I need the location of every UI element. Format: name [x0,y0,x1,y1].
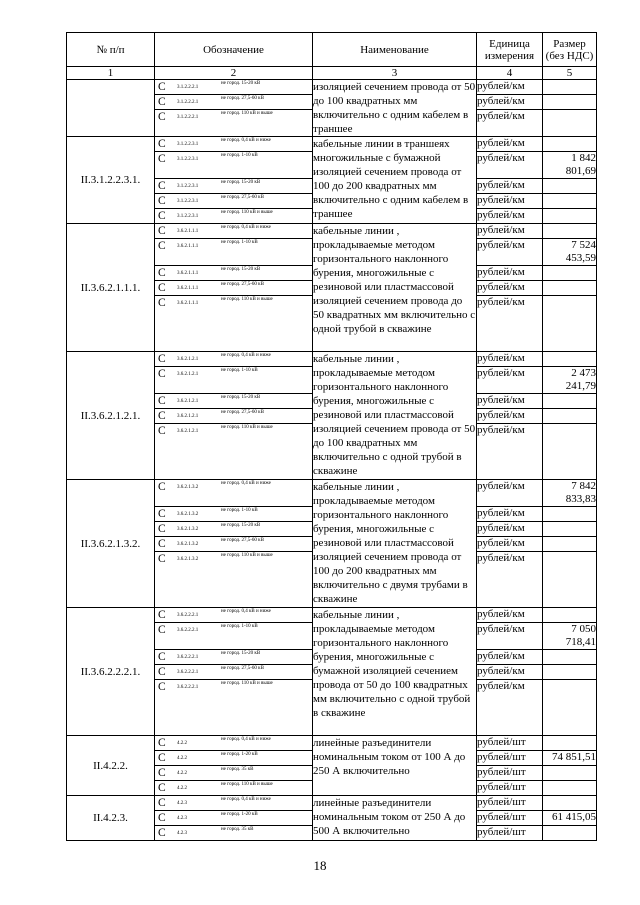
designation-subscript: 4.2.2 [177,786,187,791]
value-cell: 7 524 453,59 [543,239,597,266]
value-cell [543,194,597,209]
designation-cell [155,194,313,209]
designation-cell [155,394,313,409]
value-cell [543,80,597,95]
designation-subscript: 3.1.2.2.3.1 [177,142,199,147]
designation-letter: С [158,225,166,237]
header-size: Размер (без НДС) [543,33,597,67]
designation-subscript: 4.2.2 [177,756,187,761]
unit-cell: рублей/км [477,179,543,194]
designation-cell [155,80,313,95]
designation-condition: не город. 110 кВ и выше [221,210,273,215]
designation-subscript: 4.2.3 [177,801,187,806]
designation-cell [155,239,313,266]
designation-letter: С [158,267,166,279]
table-row [67,80,597,95]
unit-cell: рублей/км [477,152,543,179]
designation-condition: не город. 0,4 кВ и ниже [221,353,271,358]
value-cell [543,507,597,522]
designation-condition: не город. 15-20 кВ [221,180,261,185]
designation-condition: не город. 0,4 кВ и ниже [221,138,271,143]
designation-letter: С [158,609,166,621]
unit-cell: рублей/км [477,194,543,209]
unit-cell: рублей/км [477,608,543,623]
item-name: изоляцией сечением провода от 50 до 100 квадратных мм включительно с одним кабелем в траншее [313,81,476,135]
designation-subscript: 3.6.2.1.3.2 [177,527,199,532]
designation-subscript: 3.1.2.2.2.1 [177,100,199,105]
designation-letter: С [158,624,166,636]
designation-condition: не город. 1-10 кВ [221,508,258,513]
value-cell [543,179,597,194]
designation-cell [155,424,313,480]
value-cell: 2 473 241,79 [543,367,597,394]
table-row [67,608,597,623]
designation-condition: не город. 0,4 кВ и ниже [221,737,271,742]
designation-cell [155,623,313,650]
designation-condition: не город. 27,5-60 кВ [221,96,264,101]
designation-cell [155,736,313,751]
unit-cell: рублей/км [477,281,543,296]
designation-letter: С [158,195,166,207]
designation-cell [155,179,313,194]
designation-condition: не город. 0,4 кВ и ниже [221,481,271,486]
unit-cell: рублей/шт [477,736,543,751]
designation-subscript: 3.6.2.1.1.1 [177,271,199,276]
designation-condition: не город. 1-10 кВ [221,240,258,245]
designation-condition: не город. 110 кВ и выше [221,553,273,558]
designation-cell [155,811,313,826]
designation-subscript: 3.6.2.2.2.1 [177,628,199,633]
unit-cell: рублей/км [477,224,543,239]
value-cell: 61 415,05 [543,811,597,826]
unit-cell: рублей/шт [477,766,543,781]
item-name: кабельные линии , прокладываемые методом горизонтального наклонного бурения, многожильные с резиновой или пластмассовой изоляцией сечением провода от 100 до 200 квадратных мм включительно с двумя трубами в скважине [313,480,477,608]
designation-cell [155,608,313,623]
designation-condition: не город. 0,4 кВ и ниже [221,797,271,802]
unit-cell: рублей/км [477,95,543,110]
designation-condition: не город. 27,5-60 кВ [221,538,264,543]
designation-subscript: 3.6.2.1.3.2 [177,485,199,490]
designation-condition: не город. 27,5-60 кВ [221,666,264,671]
designation-cell [155,281,313,296]
designation-subscript: 4.2.2 [177,741,187,746]
unit-cell: рублей/км [477,367,543,394]
designation-cell [155,781,313,796]
designation-cell [155,507,313,522]
designation-condition: не город. 1-20 кВ [221,812,258,817]
item-name: линейные разъединители номинальным током от 100 А до 250 А включительно [313,736,477,796]
designation-condition: не город. 110 кВ и выше [221,425,273,430]
designation-subscript: 3.1.2.2.3.1 [177,199,199,204]
designation-cell [155,552,313,608]
unit-cell: рублей/км [477,480,543,507]
column-number: 3 [313,67,477,80]
designation-cell [155,826,313,841]
item-name: кабельные линии , прокладываемые методом горизонтального наклонного бурения, многожильные с бумажной изоляцией сечением провода от 50 до 100 квадратных мм включительно с одной трубой в скважине [313,608,477,736]
unit-cell: рублей/км [477,239,543,266]
table-row [67,224,597,239]
unit-cell: рублей/км [477,650,543,665]
unit-cell: рублей/км [477,110,543,137]
unit-cell: рублей/км [477,537,543,552]
designation-letter: С [158,138,166,150]
designation-letter: С [158,812,166,824]
designation-subscript: 3.6.2.1.3.2 [177,512,199,517]
designation-subscript: 3.6.2.1.2.1 [177,399,199,404]
item-name: кабельные линии в траншеях многожильные с бумажной изоляцией сечением провода от 100 до 200 квадратных мм включительно с одним кабелем в траншее [313,137,477,224]
designation-subscript: 3.6.2.1.3.2 [177,557,199,562]
designation-cell [155,409,313,424]
designation-letter: С [158,425,166,437]
designation-letter: С [158,81,166,93]
designation-condition: не город. 0,4 кВ и ниже [221,225,271,230]
item-code: II.4.2.2. [67,736,155,796]
value-cell [543,352,597,367]
designation-cell [155,522,313,537]
value-cell [543,409,597,424]
column-number: 4 [477,67,543,80]
designation-cell [155,537,313,552]
header-unit: Единица измерения [477,33,543,67]
designation-cell [155,266,313,281]
item-code [67,80,155,137]
value-cell [543,608,597,623]
column-number-row [67,67,597,80]
designation-cell [155,680,313,736]
designation-letter: С [158,180,166,192]
designation-condition: не город. 110 кВ и выше [221,681,273,686]
designation-letter: С [158,523,166,535]
designation-cell [155,209,313,224]
value-cell [543,522,597,537]
item-code: II.3.1.2.2.3.1. [67,137,155,224]
designation-letter: С [158,410,166,422]
tariff-table [66,32,597,841]
designation-condition: не город. 27,5-60 кВ [221,410,264,415]
designation-cell [155,152,313,179]
designation-letter: С [158,210,166,222]
designation-subscript: 4.2.3 [177,816,187,821]
designation-letter: С [158,767,166,779]
unit-cell: рублей/км [477,394,543,409]
designation-cell [155,296,313,352]
designation-cell [155,665,313,680]
designation-condition: не город. 1-10 кВ [221,368,258,373]
table-row [67,736,597,751]
column-number: 2 [155,67,313,80]
designation-condition: не город. 15-20 кВ [221,395,261,400]
designation-subscript: 3.6.2.2.2.1 [177,613,199,618]
unit-cell: рублей/шт [477,826,543,841]
designation-condition: не город. 110 кВ и выше [221,782,273,787]
unit-cell: рублей/км [477,552,543,608]
value-cell [543,394,597,409]
unit-cell: рублей/км [477,296,543,352]
unit-cell: рублей/шт [477,781,543,796]
designation-condition: не город. 15-20 кВ [221,651,261,656]
table-row [67,137,597,152]
value-cell: 74 851,51 [543,751,597,766]
item-code: II.3.6.2.1.1.1. [67,224,155,352]
designation-subscript: 3.1.2.2.2.1 [177,115,199,120]
unit-cell: рублей/шт [477,811,543,826]
designation-letter: С [158,737,166,749]
column-number: 5 [543,67,597,80]
designation-subscript: 3.6.2.1.2.1 [177,429,199,434]
designation-subscript: 3.1.2.2.3.1 [177,157,199,162]
designation-letter: С [158,353,166,365]
designation-letter: С [158,282,166,294]
designation-cell [155,137,313,152]
designation-subscript: 3.6.2.2.2.1 [177,670,199,675]
value-cell [543,650,597,665]
designation-subscript: 3.6.2.1.2.1 [177,372,199,377]
table-row [67,796,597,811]
value-cell [543,665,597,680]
unit-cell: рублей/км [477,409,543,424]
unit-cell: рублей/км [477,80,543,95]
designation-subscript: 3.6.2.1.2.1 [177,357,199,362]
value-cell: 7 050 718,41 [543,623,597,650]
designation-letter: С [158,651,166,663]
designation-letter: С [158,752,166,764]
header-row [67,33,597,67]
value-cell [543,224,597,239]
header-number: № п/п [67,33,155,67]
unit-cell: рублей/км [477,424,543,480]
designation-condition: не город. 15-20 кВ [221,267,261,272]
designation-condition: не город. 1-10 кВ [221,153,258,158]
designation-cell [155,367,313,394]
designation-subscript: 3.6.2.1.3.2 [177,542,199,547]
unit-cell: рублей/км [477,680,543,736]
designation-cell [155,751,313,766]
designation-condition: не город. 0,4 кВ и ниже [221,609,271,614]
unit-cell: рублей/шт [477,796,543,811]
designation-subscript: 3.1.2.2.3.1 [177,214,199,219]
designation-subscript: 3.6.2.2.2.1 [177,655,199,660]
item-name: кабельные линии , прокладываемые методом горизонтального наклонного бурения, многожильные с резиновой или пластмассовой изоляцией сечением провода от 50 до 100 квадратных мм включительно с одной трубой в скважине [313,352,477,480]
designation-letter: С [158,240,166,252]
designation-letter: С [158,797,166,809]
designation-cell [155,480,313,507]
unit-cell: рублей/км [477,507,543,522]
item-code: II.4.2.3. [67,796,155,841]
designation-condition: не город. 15-20 кВ [221,81,261,86]
value-cell [543,296,597,352]
value-cell [543,281,597,296]
value-cell [543,95,597,110]
designation-subscript: 4.2.3 [177,831,187,836]
designation-condition: не город. 35 кВ [221,827,254,832]
designation-letter: С [158,297,166,309]
designation-cell [155,352,313,367]
unit-cell: рублей/км [477,266,543,281]
value-cell [543,137,597,152]
designation-subscript: 3.6.2.1.2.1 [177,414,199,419]
designation-condition: не город. 27,5-60 кВ [221,282,264,287]
item-code: II.3.6.2.1.2.1. [67,352,155,480]
value-cell [543,796,597,811]
designation-subscript: 3.1.2.2.2.1 [177,85,199,90]
designation-subscript: 3.6.2.1.1.1 [177,244,199,249]
designation-condition: не город. 1-10 кВ [221,624,258,629]
designation-letter: С [158,827,166,839]
value-cell: 7 842 833,83 [543,480,597,507]
designation-subscript: 3.6.2.1.1.1 [177,229,199,234]
designation-letter: С [158,395,166,407]
designation-letter: С [158,368,166,380]
designation-condition: не город. 35 кВ [221,767,254,772]
designation-letter: С [158,111,166,123]
page-number: 18 [313,858,327,873]
header-designation: Обозначение [155,33,313,67]
value-cell [543,680,597,736]
designation-subscript: 3.6.2.1.1.1 [177,301,199,306]
value-cell [543,537,597,552]
value-cell: 1 842 801,69 [543,152,597,179]
designation-letter: С [158,681,166,693]
designation-cell [155,224,313,239]
item-name: линейные разъединители номинальным током от 250 А до 500 А включительно [313,796,477,841]
value-cell [543,781,597,796]
designation-letter: С [158,481,166,493]
designation-condition: не город. 27,5-60 кВ [221,195,264,200]
designation-cell [155,650,313,665]
designation-letter: С [158,96,166,108]
designation-cell [155,796,313,811]
designation-letter: С [158,553,166,565]
designation-letter: С [158,538,166,550]
designation-condition: не город. 110 кВ и выше [221,297,273,302]
unit-cell: рублей/км [477,352,543,367]
table-row [67,352,597,367]
designation-letter: С [158,508,166,520]
unit-cell: рублей/шт [477,751,543,766]
table-body [67,80,597,841]
designation-subscript: 3.6.2.2.2.1 [177,685,199,690]
designation-letter: С [158,782,166,794]
value-cell [543,209,597,224]
value-cell [543,110,597,137]
value-cell [543,736,597,751]
value-cell [543,266,597,281]
designation-condition: не город. 1-20 кВ [221,752,258,757]
unit-cell: рублей/км [477,137,543,152]
unit-cell: рублей/км [477,623,543,650]
designation-subscript: 3.1.2.2.3.1 [177,184,199,189]
header-name: Наименование [313,33,477,67]
item-code: II.3.6.2.1.3.2. [67,480,155,608]
designation-cell [155,110,313,137]
value-cell [543,766,597,781]
value-cell [543,424,597,480]
unit-cell: рублей/км [477,665,543,680]
unit-cell: рублей/км [477,209,543,224]
designation-subscript: 4.2.2 [177,771,187,776]
item-name: кабельные линии , прокладываемые методом горизонтального наклонного бурения, многожильные с резиновой или пластмассовой изоляцией сечением провода до 50 квадратных мм включительно с одной трубой в скважине [313,224,477,352]
designation-cell [155,95,313,110]
designation-condition: не город. 110 кВ и выше [221,111,273,116]
item-code: II.3.6.2.2.2.1. [67,608,155,736]
designation-condition: не город. 15-20 кВ [221,523,261,528]
unit-cell: рублей/км [477,522,543,537]
value-cell [543,552,597,608]
table-row [67,480,597,507]
value-cell [543,826,597,841]
designation-cell [155,766,313,781]
designation-letter: С [158,153,166,165]
designation-subscript: 3.6.2.1.1.1 [177,286,199,291]
column-number: 1 [67,67,155,80]
designation-letter: С [158,666,166,678]
